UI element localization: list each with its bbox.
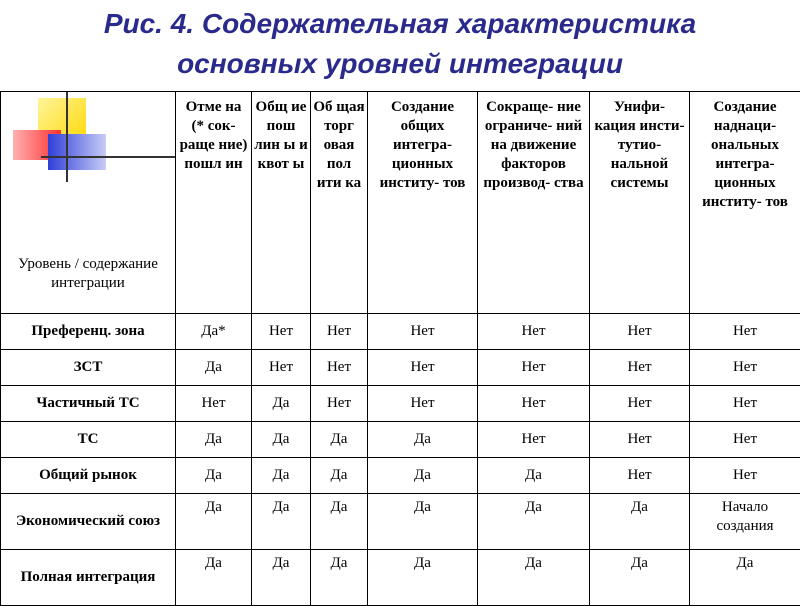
table-cell: Нет: [368, 314, 478, 350]
table-cell: Нет: [690, 314, 800, 350]
logo-decoration: [1, 92, 176, 202]
column-header: Создание общих интегра- ционных институ- тов: [368, 92, 478, 314]
table-cell: Нет: [690, 422, 800, 458]
table-cell: Нет: [478, 314, 590, 350]
table-cell: Нет: [590, 422, 690, 458]
table-cell: Нет: [690, 350, 800, 386]
table-cell: Да: [252, 422, 311, 458]
table-cell: Да: [478, 494, 590, 550]
table-cell: Начало создания: [690, 494, 800, 550]
table-cell: Да: [368, 458, 478, 494]
table-cell: Да: [176, 494, 252, 550]
table-cell: Нет: [478, 422, 590, 458]
table-cell: Нет: [252, 314, 311, 350]
table-cell: Да*: [176, 314, 252, 350]
table-cell: Да: [176, 350, 252, 386]
table-cell: Да: [252, 550, 311, 606]
row-label: Полная интеграция: [1, 550, 176, 606]
row-label: ТС: [1, 422, 176, 458]
corner-header-label: Уровень / содержание интеграции: [18, 256, 158, 291]
table-row: [1, 550, 800, 606]
table-cell: Да: [690, 550, 800, 606]
table-row: [1, 422, 800, 458]
column-header: Создание наднаци- ональных интегра- ционных институ- тов: [690, 92, 800, 314]
table-row: [1, 458, 800, 494]
table-row: [1, 314, 800, 350]
table-cell: Нет: [311, 386, 368, 422]
table-cell: Да: [478, 458, 590, 494]
corner-header-cell: [1, 92, 176, 314]
table-cell: Да: [311, 550, 368, 606]
row-label: Экономический союз: [1, 494, 176, 550]
row-label: Общий рынок: [1, 458, 176, 494]
slide-title: [0, 4, 800, 84]
table-cell: Да: [176, 550, 252, 606]
table-cell: Нет: [690, 458, 800, 494]
table-cell: Нет: [176, 386, 252, 422]
table-row: [1, 494, 800, 550]
table-cell: Нет: [252, 350, 311, 386]
table-cell: Нет: [590, 458, 690, 494]
table-cell: Нет: [590, 386, 690, 422]
table-cell: Нет: [311, 350, 368, 386]
table-cell: Нет: [311, 314, 368, 350]
title-line-1: Рис. 4. Содержательная характеристика: [0, 4, 800, 44]
table-cell: Нет: [590, 350, 690, 386]
table-cell: Да: [368, 494, 478, 550]
integration-table: [0, 91, 800, 606]
table-cell: Да: [252, 458, 311, 494]
table-cell: Да: [478, 550, 590, 606]
table-cell: Да: [311, 458, 368, 494]
table-cell: Нет: [368, 350, 478, 386]
table-cell: Да: [176, 458, 252, 494]
row-label: Частичный ТС: [1, 386, 176, 422]
table-cell: Да: [252, 494, 311, 550]
table-cell: Да: [368, 422, 478, 458]
column-header: Об щая торг овая пол ити ка: [311, 92, 368, 314]
column-header: Отме на (* сок- раще ние) пошл ин: [176, 92, 252, 314]
table-row: [1, 386, 800, 422]
table-cell: Да: [590, 550, 690, 606]
table-cell: Нет: [590, 314, 690, 350]
table-cell: Нет: [478, 350, 590, 386]
row-label: ЗСТ: [1, 350, 176, 386]
column-header: Унифи- кация инсти- тутио- нальной системы: [590, 92, 690, 314]
table-cell: Да: [311, 422, 368, 458]
table-cell: Нет: [368, 386, 478, 422]
table-cell: Да: [252, 386, 311, 422]
table-cell: Да: [176, 422, 252, 458]
table-cell: Да: [311, 494, 368, 550]
row-label: Преференц. зона: [1, 314, 176, 350]
table-cell: Нет: [478, 386, 590, 422]
column-header: Сокраще- ние ограниче- ний на движение факторов производ- ства: [478, 92, 590, 314]
column-header: Общ ие пош лин ы и квот ы: [252, 92, 311, 314]
table-cell: Да: [590, 494, 690, 550]
table-row: [1, 350, 800, 386]
table-cell: Да: [368, 550, 478, 606]
table-cell: Нет: [690, 386, 800, 422]
title-line-2: основных уровней интеграции: [0, 44, 800, 84]
